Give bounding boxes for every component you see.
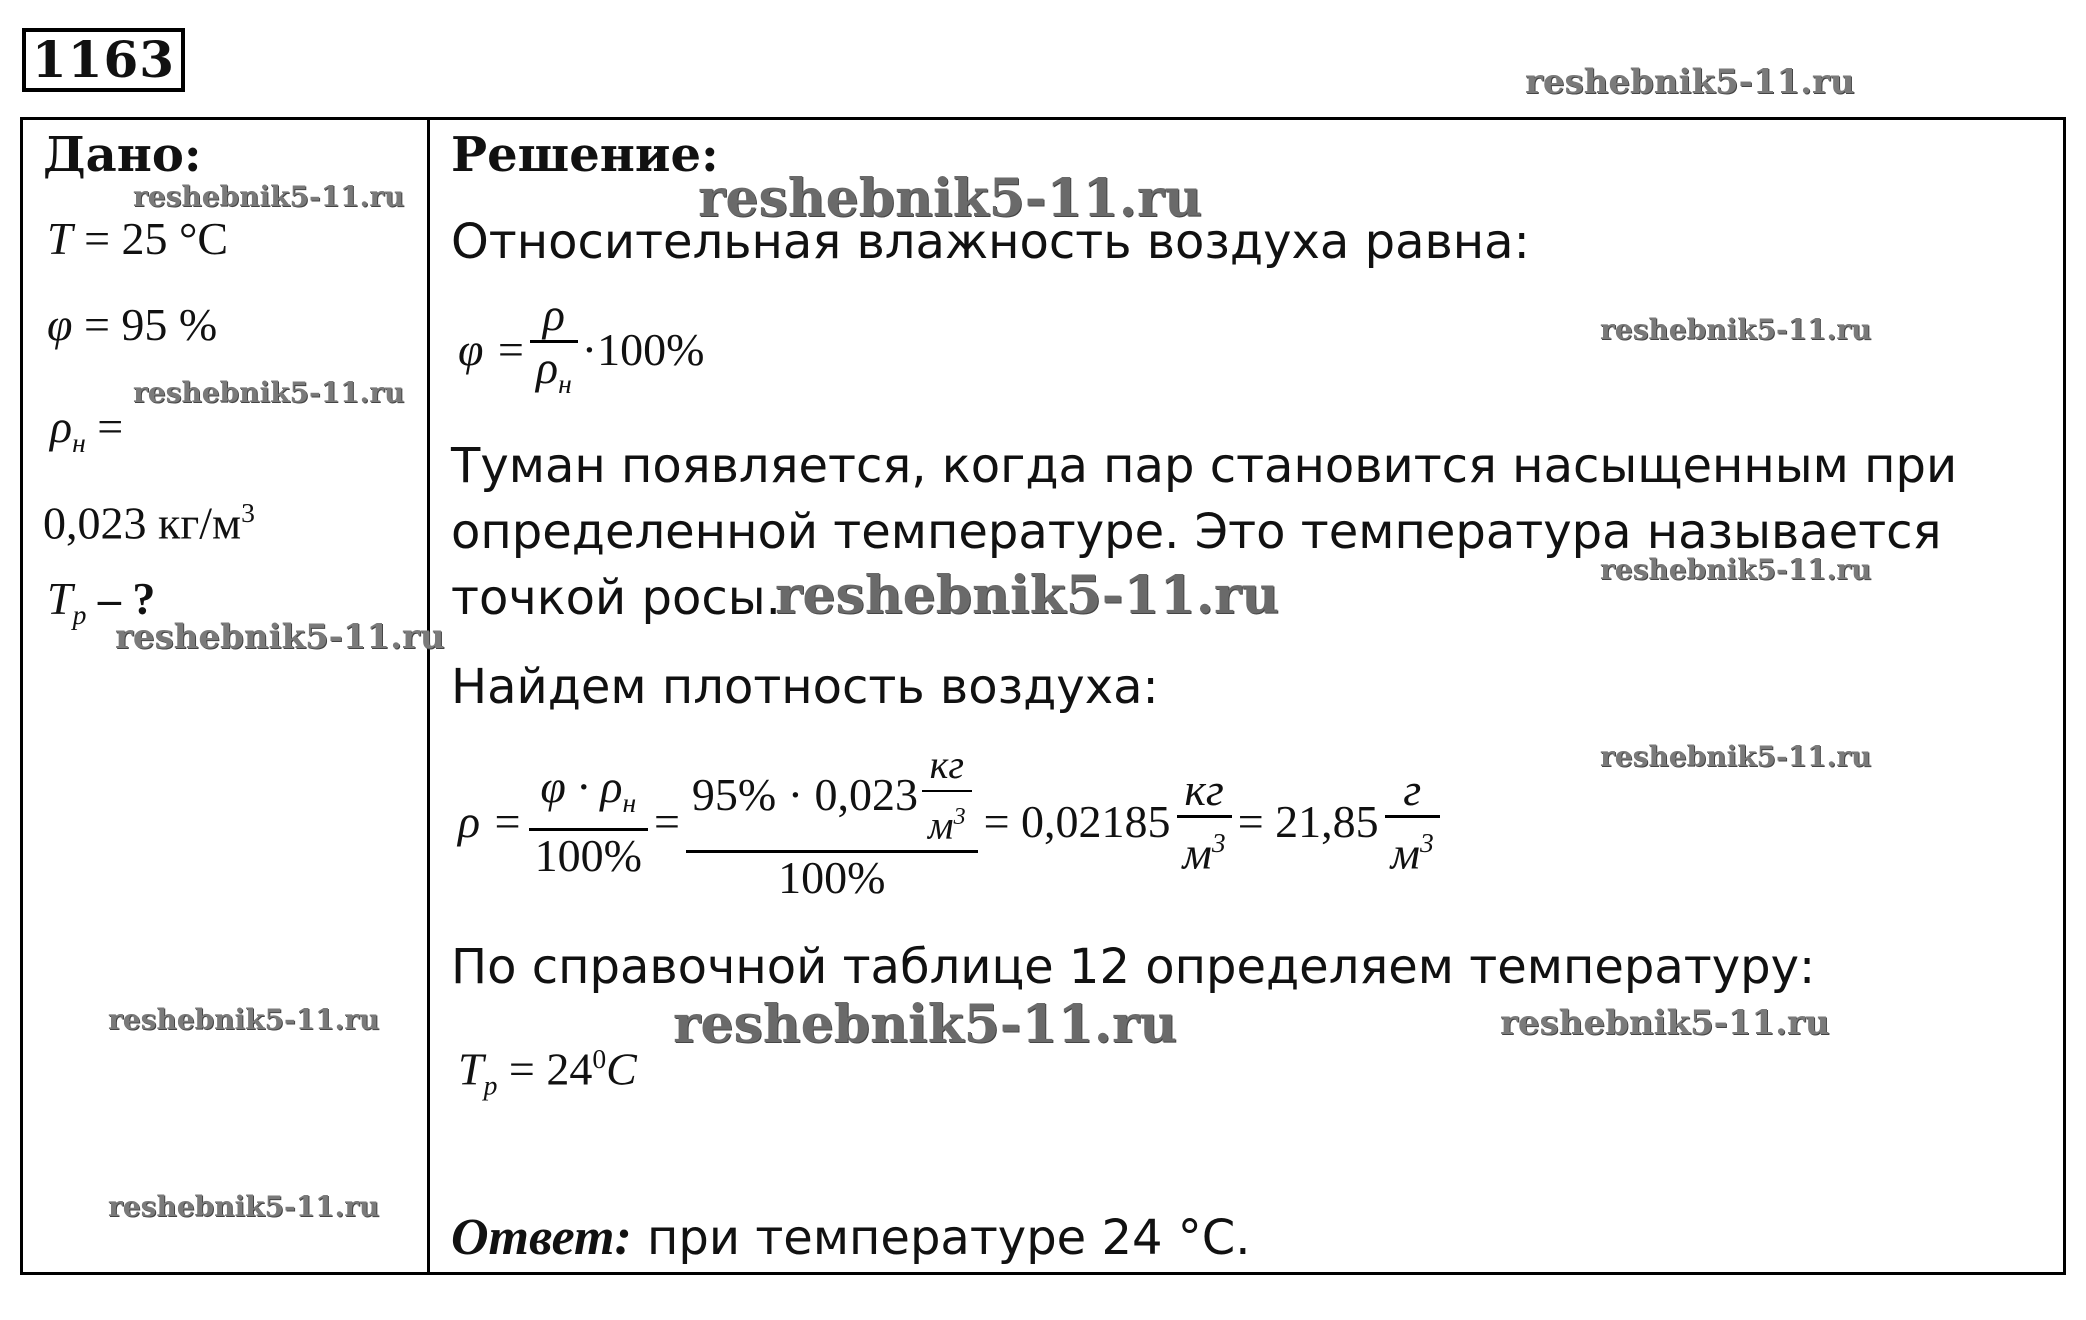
solution-line-humidity: Относительная влажность воздуха равна: xyxy=(451,214,1530,270)
given-saturated-density-value: 0,023 $кг/м^3$ xyxy=(43,497,255,549)
solution-line-find-density: Найдем плотность воздуха: xyxy=(451,659,1159,715)
watermark: reshebnik5-11.ru xyxy=(1600,740,1872,773)
solution-heading: Решение: xyxy=(451,127,719,183)
watermark: reshebnik5-11.ru xyxy=(1600,313,1872,346)
given-temperature: T = 25 °C xyxy=(47,213,229,264)
answer xyxy=(451,1208,1251,1267)
watermark: reshebnik5-11.ru xyxy=(1600,553,1872,586)
watermark: reshebnik5-11.ru xyxy=(108,1190,380,1223)
answer-text: при температуре 24 °С. xyxy=(631,1210,1251,1266)
formula-humidity: φ = $\frac{\rho}{\rho_н}$ ·100% xyxy=(458,290,704,409)
watermark: reshebnik5-11.ru xyxy=(673,994,1178,1055)
solution-line-table: По справочной таблице 12 определяем температуру: xyxy=(451,939,1816,995)
watermark: reshebnik5-11.ru xyxy=(775,565,1280,626)
formula-density: ρ = $\frac{\varphi \cdot \rho_н}{100\%}$ = 95% · 0,023 $\frac{кг}{м^3}$ 100% = 0,02185 $\frac{кг}{м^3}$ = 21,85 $\frac{г}{м^3}$ xyxy=(458,740,1446,903)
watermark: reshebnik5-11.ru xyxy=(115,617,445,657)
watermark: reshebnik5-11.ru xyxy=(1525,62,1855,102)
given-find: $T_р$ – ? xyxy=(47,573,156,631)
solution-paragraph-line-3: точкой росы. xyxy=(451,570,781,626)
solution-paragraph-line-1: Туман появляется, когда пар становится насыщенным при xyxy=(451,438,1958,494)
watermark: reshebnik5-11.ru xyxy=(133,180,405,213)
problem-number: 1163 xyxy=(22,28,185,92)
formula-dew-point: $T_р = 24^0C$ xyxy=(458,1043,637,1101)
given-heading: Дано: xyxy=(43,127,202,183)
column-divider xyxy=(427,117,430,1275)
watermark: reshebnik5-11.ru xyxy=(133,376,405,409)
watermark: reshebnik5-11.ru xyxy=(698,168,1203,229)
answer-label: Ответ: xyxy=(451,1209,632,1266)
watermark: reshebnik5-11.ru xyxy=(108,1003,380,1036)
given-saturated-density-symbol: $\rho_н$ = xyxy=(50,401,124,459)
solution-paragraph-line-2: определенной температуре. Это температура называется xyxy=(451,504,1942,560)
given-humidity: φ = 95 % xyxy=(47,299,218,350)
watermark: reshebnik5-11.ru xyxy=(1500,1003,1830,1043)
